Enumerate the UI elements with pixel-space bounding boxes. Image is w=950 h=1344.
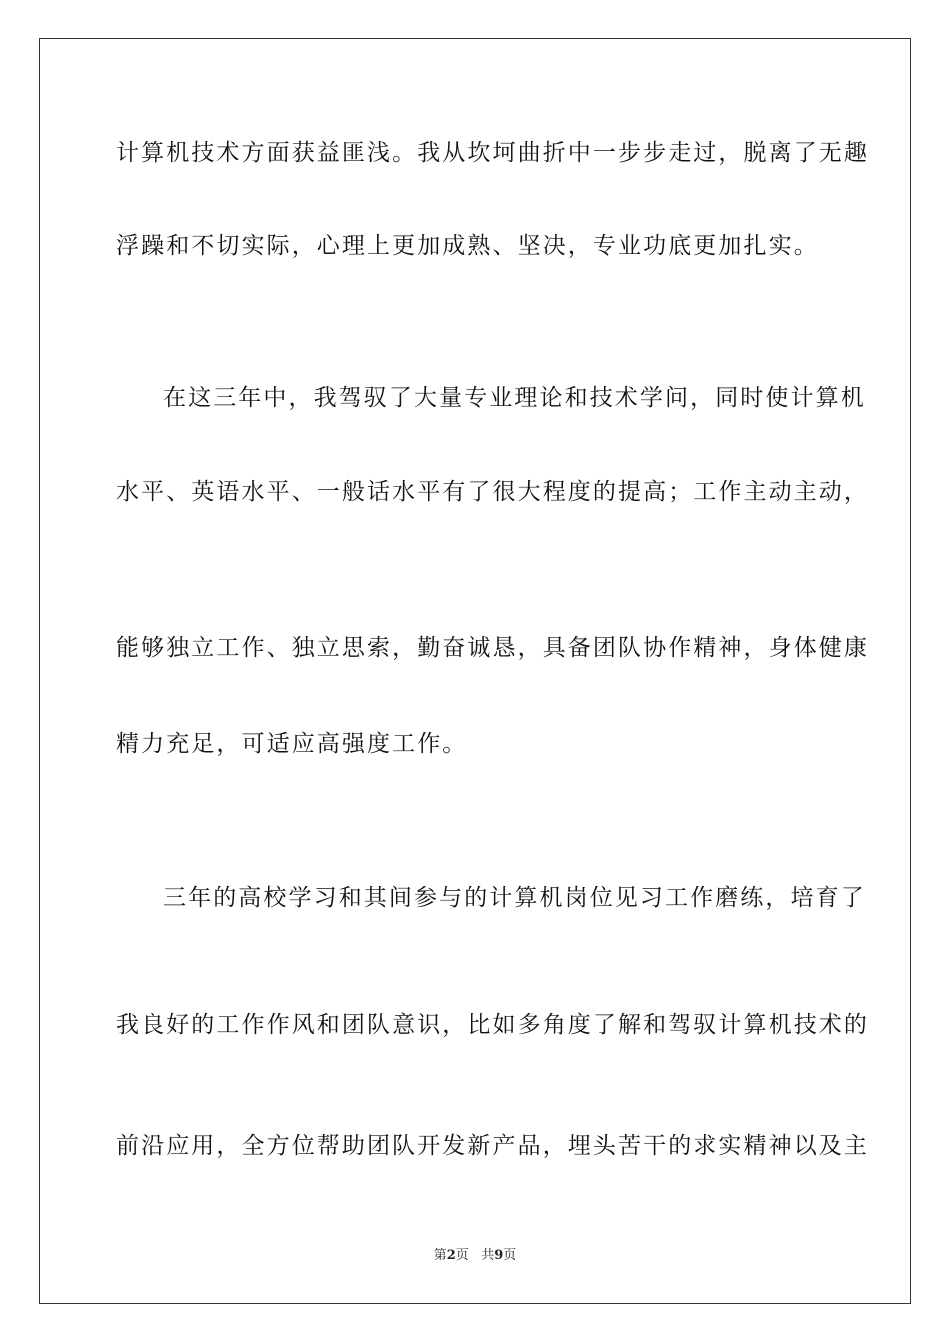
body-line-2: 浮躁和不切实际，心理上更加成熟、坚决，专业功底更加扎实。 [116,233,819,259]
body-line-1: 计算机技术方面获益匪浅。我从坎坷曲折中一步步走过，脱离了无趣 [116,140,869,166]
page-total: 9 [494,1248,504,1263]
body-line-5: 能够独立工作、独立思索，勤奋诚恳，具备团队协作精神，身体健康 [116,635,869,661]
page-prefix: 第 [433,1248,447,1263]
page-current: 2 [446,1248,456,1263]
body-line-7: 三年的高校学习和其间参与的计算机岗位见习工作磨练，培育了 [163,885,866,911]
page-number-footer [0,1247,950,1265]
body-line-8: 我良好的工作作风和团队意识，比如多角度了解和驾驭计算机技术的 [116,1012,869,1038]
page-suffix: 页 [503,1248,517,1263]
body-line-3: 在这三年中，我驾驭了大量专业理论和技术学问，同时使计算机 [163,385,866,411]
body-line-9: 前沿应用，全方位帮助团队开发新产品，埋头苦干的求实精神以及主 [116,1133,869,1159]
page-mid: 页 共 [455,1248,495,1263]
page-frame [39,38,911,1304]
body-line-4: 水平、英语水平、一般话水平有了很大程度的提高；工作主动主动， [116,479,869,505]
body-line-6: 精力充足，可适应高强度工作。 [116,731,468,757]
